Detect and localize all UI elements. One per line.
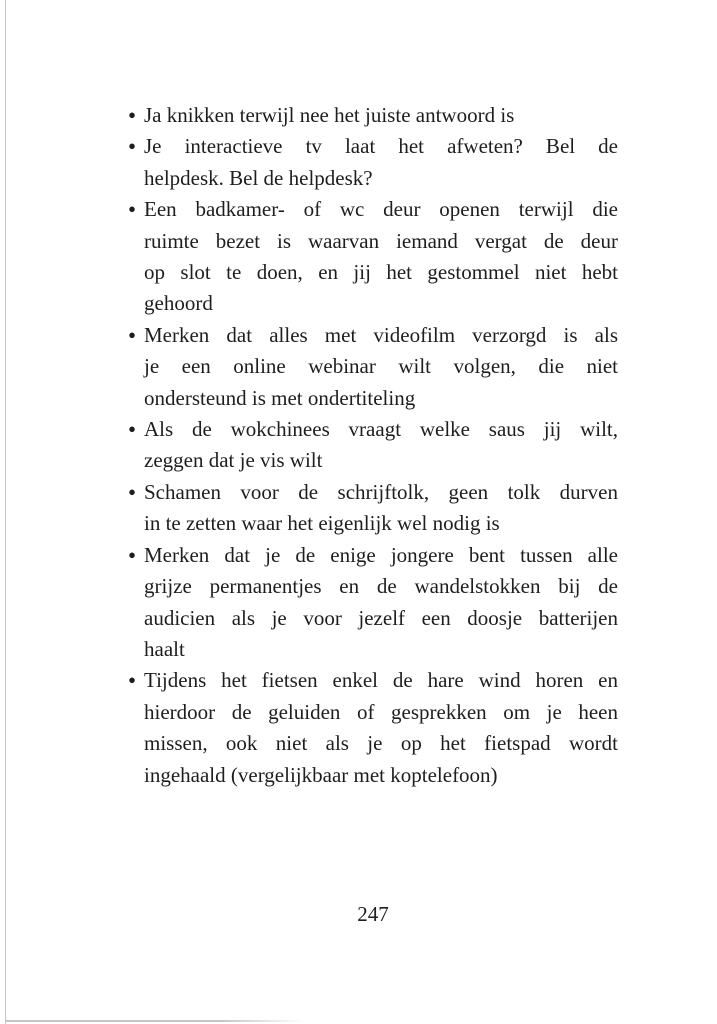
- text-line: zeggen dat je vis wilt: [144, 448, 323, 473]
- bullet-marker: •: [128, 542, 137, 568]
- list-item-text: [144, 665, 618, 791]
- text-line: Tijdens het fietsen enkel de hare wind horen en: [144, 668, 618, 693]
- list-item: [128, 414, 618, 477]
- page-edge-line-left: [5, 0, 7, 1024]
- list-item: [128, 540, 618, 666]
- text-line: Als de wokchinees vraagt welke saus jij wilt,: [144, 417, 618, 442]
- text-line: Een badkamer- of wc deur openen terwijl die: [144, 197, 618, 222]
- text-line: in te zetten waar het eigenlijk wel nodig is: [144, 511, 500, 536]
- text-line: missen, ook niet als je op het fietspad wordt: [144, 731, 618, 756]
- list-item: [128, 320, 618, 414]
- list-item: [128, 100, 618, 131]
- bullet-marker: •: [128, 479, 137, 505]
- text-line: Schamen voor de schrijftolk, geen tolk durven: [144, 479, 618, 504]
- list-item-text: [144, 320, 618, 414]
- text-line: ruimte bezet is waarvan iemand vergat de deur: [144, 228, 618, 253]
- bullet-marker: •: [128, 134, 137, 160]
- text-line: Je interactieve tv laat het afweten? Bel de: [144, 134, 618, 159]
- bullet-marker: •: [128, 197, 137, 223]
- bullet-marker: •: [128, 417, 137, 443]
- text-line: Merken dat je de enige jongere bent tussen alle: [144, 542, 618, 567]
- list-item: [128, 131, 618, 194]
- text-line: grijze permanentjes en de wandelstokken bij de: [144, 574, 618, 599]
- list-item-text: [144, 414, 618, 477]
- text-line: gehoord: [144, 291, 213, 316]
- list-item: [128, 665, 618, 791]
- page-number: 247: [357, 902, 389, 926]
- bullet-list: [128, 100, 618, 791]
- list-item-text: [144, 194, 618, 320]
- bullet-marker: •: [128, 103, 137, 128]
- list-item-text: [144, 131, 618, 194]
- bullet-marker: •: [128, 322, 137, 348]
- text-line: ingehaald (vergelijkbaar met koptelefoon): [144, 762, 498, 787]
- text-line: Merken dat alles met videofilm verzorgd is als: [144, 322, 618, 347]
- list-item: [128, 477, 618, 540]
- text-line: op slot te doen, en jij het gestommel niet hebt: [144, 260, 618, 285]
- text-line: audicien als je voor jezelf een doosje batterijen: [144, 605, 618, 630]
- list-item-text: [144, 540, 618, 666]
- text-line: helpdesk. Bel de helpdesk?: [144, 165, 373, 190]
- text-line: haalt: [144, 636, 185, 661]
- list-item-text: [144, 477, 618, 540]
- page-edge-line-bottom: [5, 1020, 305, 1022]
- text-line: ondersteund is met ondertiteling: [144, 385, 416, 410]
- list-item-text: [144, 100, 618, 131]
- bullet-marker: •: [128, 668, 137, 694]
- text-line: je een online webinar wilt volgen, die niet: [144, 354, 618, 379]
- text-line: Ja knikken terwijl nee het juiste antwoord is: [144, 103, 515, 127]
- text-line: hierdoor de geluiden of gesprekken om je heen: [144, 699, 618, 724]
- list-item: [128, 194, 618, 320]
